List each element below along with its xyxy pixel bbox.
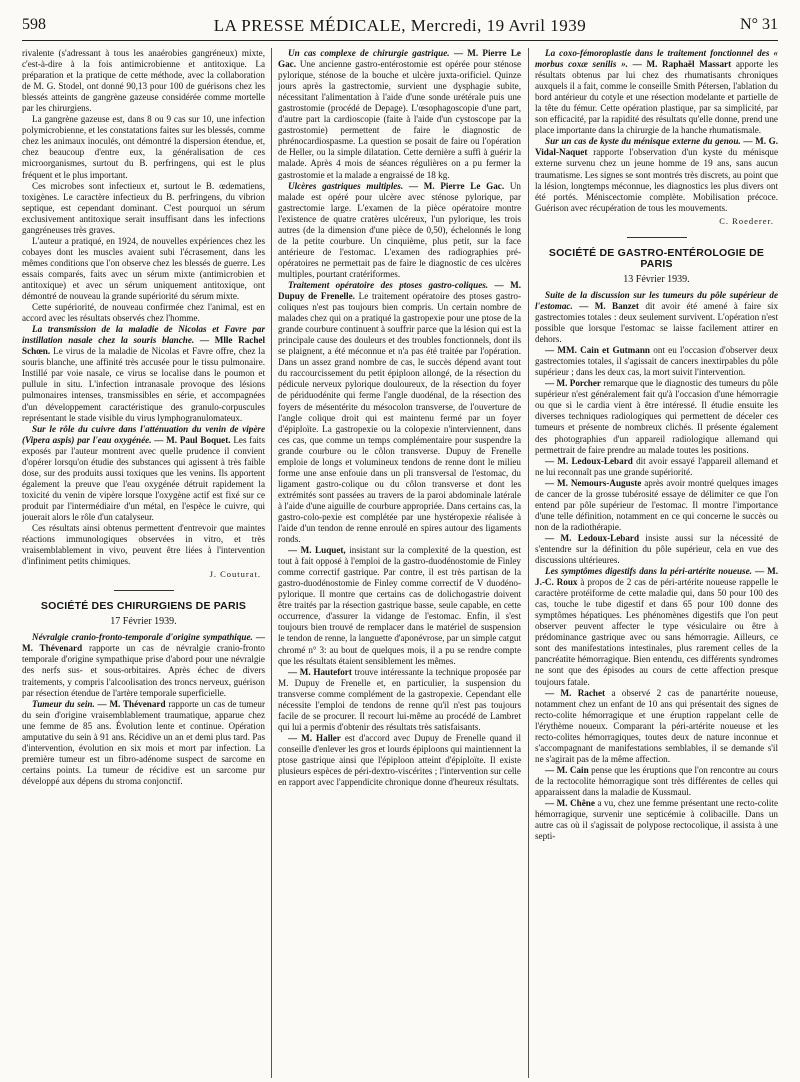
article-body: Un malade est opéré pour ulcère avec sténose pylorique, par gastrectomie large. L'examen de la pièce opératoire montre l'existence de quatre cratères ulcéreux, l'un pylorique, les trois autres (de la dimension d'une pièce de 0,50), échelonnés le long de la petite courbure. Un cinquième, plus petit, sur la face antérieure de l'estomac. L'examen des radiographies pré-opératoires ne permettait pas de faire le diagnostic de ces ulcères multiples, pourtant cratériformes.: [278, 180, 521, 279]
article-body: insistant sur la complexité de la question, est tout à fait opposé à l'emploi de la gastro-duodénostomie de Finley comme correctif gastrique. Par contre, il est très partisan de la gastro-duodénostomie de Finley comme correctif de V duodéno-pylorique. Il montre que certains cas de dolichogastrie doivent être traités par la résection gastrique basse, seule capable, en cette occurrence, d'assurer la vidange de l'estomac. Enfin, il s'est toujours bien trouvé de remplacer dans le matériel de suspension le tendon de renne, la languette d'aponévrose, par un simple catgut chromé n° 3: au bout de quelques mois, il a pu se rendre compte que les résultats étaient sensiblement les mêmes.: [278, 545, 521, 666]
paragraph: rivalente (s'adressant à tous les anaérobies gangréneux) mixte, c'est-à-dire à la fois antimicrobienne et antitoxique. La préparation et la pratique de cette méthode, avec la collaboration de M. G. Stodel, ont donné 90,13 pour 100 de guérisons chez les blessés atteints de gangrène gazeuse considérée comme mortelle par les chirurgiens.: [22, 48, 265, 114]
article-author: — M. Rachet: [545, 687, 606, 698]
article-title: La coxo-fémoroplastie dans le traitement fonctionnel des « morbus coxæ senilis ».: [535, 48, 778, 70]
article-body: rapporte un cas de tumeur du sein d'origine vraisemblablement traumatique, apparue chez une femme de 85 ans. Évolution lente et continue. Opération amputative du sein à 91 ans. Récidive un an et demi plus tard. Pas d'intervention, évolution en six mois et mort par infection. La première tumeur est un fibro-adénome suspect de sarcome en certains points. La tumeur de récidive est un sarcome pur développé aux dépens du stroma conjonctif.: [22, 698, 265, 786]
article-author: — M. Banzet: [579, 300, 639, 311]
article-body: après avoir montré quelques images de cancer de la grosse tubérosité essaye de délimiter ce que l'on entend par pôle supérieur de l'estomac. Il montre l'importance d'une telle définition, notamment en ce qui concerne le succès ou non de la radiothérapie.: [535, 477, 778, 532]
article: [22, 699, 265, 787]
article: [278, 181, 521, 280]
article: [278, 733, 521, 788]
column-2: [278, 48, 521, 1076]
article: [535, 566, 778, 688]
section-heading: SOCIÉTÉ DE GASTRO-ENTÉROLOGIE DE PARIS: [548, 246, 765, 270]
article-author: — M. Luquet,: [288, 545, 346, 556]
article: [535, 48, 778, 136]
article-body: trouve intéressante la technique proposée par M. Dupuy de Frenelle et, en particulier, la suspension du transverse comme complément de la gastropexie. Cependant elle nécessite l'emploi de tendons de renne qu'il n'est pas toujours facile de se procurer. Il recourt lui-même au procédé de Lambret qui lui a permis d'obtenir des résultats très satisfaisants.: [278, 666, 521, 732]
article-author: — M. Pierre Le Gac.: [408, 180, 505, 191]
paragraph: Ces résultats ainsi obtenus permettent d'entrevoir que maintes réactions immunologiques observées in vitro, et très vraisemblablement in vivo, peuvent être liées à l'intervention d'infiniment petits chimiques.: [22, 523, 265, 567]
separator: [114, 590, 174, 591]
article-author: — M. G. Vidal-Naquet: [535, 136, 778, 158]
article-title: La transmission de la maladie de Nicolas et Favre par instillation nasale chez la souris blanche.: [22, 324, 265, 346]
signature: J. Couturat.: [209, 569, 261, 580]
article-author: — M. Hautefort: [288, 666, 352, 677]
article-author: — M. Cain: [545, 764, 589, 775]
article-title: Sur le rôle du cuivre dans l'atténuation du venin de vipère (Vipera aspis) par l'eau oxygénée.: [22, 423, 265, 445]
article-author: — M. Paul Boquet.: [154, 434, 231, 445]
article-author: — M. Thévenard: [97, 698, 166, 709]
article-body: Les faits exposés par l'auteur montrent avec quelle prudence il convient d'opérer lorsqu'on étudie des substances qui agissent à très faible dose, sur des produits aussi toxiques que les venins. Ils apportent également la preuve que l'eau oxygénée détruit rapidement la toxicité du venin de vipère lorsque l'oxygène actif est fixé sur ce produit par l'intermédiaire d'un métal, en l'espèce le cuivre, qui jouerait alors le rôle d'un catalyseur.: [22, 434, 265, 522]
article: [535, 136, 778, 213]
article: [535, 533, 778, 566]
article: [278, 48, 521, 181]
article-author: — M. Thévenard: [22, 632, 265, 654]
article-author: — M. Dupuy de Frenelle.: [278, 279, 521, 302]
article-title: Les symptômes digestifs dans la péri-artérite noueuse.: [545, 566, 752, 577]
article-author: — M. Raphaël Massart: [632, 59, 732, 70]
paragraph: La gangrène gazeuse est, dans 8 ou 9 cas sur 10, une infection polymicrobienne, et les constatations faites sur les blessés, comme chez les animaux inoculés, ont démontré la dispersion étendue, et, chez beaucoup d'entre eux, la généralisation de ces microorganismes, surtout du B. perfringens, qui est le plus fréquent et le plus important.: [22, 114, 265, 180]
article-body: dit avoir été amené à faire six gastrectomies totales : deux seulement survivent. L'opération n'est possible que lorsque l'estomac se laisse facilement attirer en dehors.: [535, 300, 778, 345]
article: [535, 478, 778, 533]
article-body: à propos de 2 cas de péri-artérite noueuse rappelle le caractère protéiforme de cette maladie qui, dans 50 pour 100 des cas, touche le tube digestif et dans 65 pour 100 donne des symptômes hépatiques. Les phénomènes digestifs que l'on peut observer peuvent affecter le type vésiculaire ou être à prédominance gastrique avec ou sans hémorragie. Ailleurs, ce sont des manifestations intestinales, plus rarement celles de la pancréatite hémorragique. Bien entendu, ces différents syndromes ne sont que des épisodes au cours de cette affection presque toujours fatale.: [535, 577, 778, 687]
issue-number: N° 31: [740, 16, 778, 33]
article: [22, 424, 265, 523]
article: [535, 290, 778, 345]
article-body: insiste aussi sur la nécessité de s'entendre sur la définition du pôle supérieur, cela en vue des discussions ultérieures.: [535, 532, 778, 566]
paragraph: Cette supériorité, de nouveau confirmée chez l'animal, est en accord avec les résultats observés chez l'homme.: [22, 302, 265, 324]
article-body: remarque que le diagnostic des tumeurs du pôle supérieur n'est généralement fait qu'à l'occasion d'une hémorragie ou que si le cardia vient à être intéressé. Il étudie ensuite les diverses techniques radiologiques qui permettent de déceler ces tumeurs et présente de nombreux clichés. Il présente également des photographies d'un appareil radiologique allemand qui permettrait de faire prendre au malade toutes les positions.: [535, 378, 778, 455]
separator: [627, 237, 687, 238]
article-title: Sur un cas de kyste du ménisque externe du genou.: [545, 136, 741, 147]
article-author: — M. J.-C. Roux: [535, 566, 778, 588]
article-author: — M. Porcher: [545, 378, 601, 389]
column-3: [535, 48, 778, 1076]
article: [278, 667, 521, 733]
section-date: 17 Février 1939.: [110, 616, 177, 628]
article: [535, 345, 778, 378]
article-body: rapporte un cas de névralgie cranio-fronto temporale d'origine sympathique prise d'abord pour une névralgie des nerfs sus- et sous-orbitaires. Après échec de divers traitements, y compris l'alcoolisation des troncs nerveux, guérison par résection étendue de l'artère temporale superficielle.: [22, 643, 265, 698]
article-author: — M. Pierre Le Gac.: [278, 48, 521, 70]
article-title: Traitement opératoire des ptoses gastro-coliques.: [288, 279, 489, 290]
article-body: dit avoir essayé l'appareil allemand et ne lui reconnaît pas une grande supériorité.: [535, 455, 778, 477]
article-title: Un cas complexe de chirurgie gastrique.: [288, 48, 450, 58]
signature: C. Roederer.: [719, 215, 774, 226]
article-title: Ulcères gastriques multiples.: [288, 180, 404, 191]
article: [278, 280, 521, 545]
paragraph: Ces microbes sont infectieux et, surtout le B. œdematiens, toxigènes. Le caractère infectieux du B. perfringens, du vibrion septique, est cependant dominant. C'est pourquoi un sérum exclusivement antitoxique serait insuffisant dans les infections gangréneuses très graves.: [22, 180, 265, 235]
journal-title: LA PRESSE MÉDICALE, Mercredi, 19 Avril 1939: [213, 16, 587, 35]
section-date: 13 Février 1939.: [623, 273, 690, 285]
article-body: Une ancienne gastro-entérostomie est opérée pour sténose pylorique, sténose de la bouche et ulcère juxta-orificiel. Quinze jours après la gastrectomie, survient une dysphagie subite, nécessitant l'alimentation à l'aide d'une sonde urétérale puis une gastrostomie (procédé de Depage). L'œsophagoscopie d'une part, d'autre part la cardioscopie (faite à l'aide d'un cystoscope par la gastrostomie) permettent de faire le diagnostic de phrénocardiospasme. La question se posait de faire ou l'opération de Heller, ou la simple dilatation. Cette dernière a suffi à guérir la malade. Après 4 mois de séances régulières on a pu fermer la gastrostomie et la malade a engraissé de 18 kg.: [278, 59, 521, 180]
article-author: — M. Nemours-Auguste: [545, 477, 642, 488]
paragraph: L'auteur a pratiqué, en 1924, de nouvelles expériences chez les cobayes dont les muscles avaient subi l'écrasement, dans les mêmes conditions que l'on observe chez les blessés de guerre. Les essais comparés, faits avec un sérum mixte (antimicrobien et antitoxique) et avec un sérum uniquement antitoxique, ont démontré de nouveau la grande supériorité du sérum mixte.: [22, 235, 265, 302]
article-title: Névralgie cranio-fronto-temporale d'origine sympathique.: [32, 632, 253, 643]
article-body: a observé 2 cas de panartérite noueuse, notamment chez un enfant de 10 ans qui présentait des signes de recto-colite hémorragique et une éruption rappelant celle de l'érythème noueux. Comparant la péri-artérite noueuse et les recto-colites hémorragiques, toutes deux de nature inconnue et s'accompagnant de manifestations semblables, il se demande s'il ne s'agirait pas de la même affection.: [535, 687, 778, 764]
article-author: — Mlle Rachel Schœn.: [22, 335, 265, 357]
article: [535, 765, 778, 798]
article-author: — M. Haller: [288, 732, 341, 743]
article-title: Tumeur du sein.: [32, 698, 95, 709]
article-author: — M. Chêne: [545, 798, 595, 809]
article: [535, 378, 778, 455]
article-author: — M. Ledoux-Lebard: [545, 455, 633, 466]
article: [22, 324, 265, 423]
article-title: Suite de la discussion sur les tumeurs du pôle supérieur de l'estomac.: [535, 289, 778, 311]
article: [535, 456, 778, 478]
article-body: apporte les résultats obtenus par lui chez des rhumatisants chroniques auxquels il a fait, comme le conseille Smith Pétersen, l'ablation du bord antérieur du cotyle et une résection modelante et partielle de la tête du fémur. Cette opération plastique, par sa simplicité, par son efficacité, par la rapidité des résultats qu'elle donne, prend une place importante dans la chirurgie de la hanche rhumatismale.: [535, 59, 778, 136]
article-body: rapporte l'observation d'un kyste du ménisque externe survenu chez un jeune homme de 19 ans, sans aucun traumatisme. Les signes se sont montrés très discrets, au point que la lésion, longtemps méconnue, les diagnostics les plus divers ont été portés. Méniscectomie complète. Mobilisation précoce. Guérison avec récupération de tous les mouvements.: [535, 147, 778, 213]
page-header: [22, 14, 778, 41]
article-body: Le virus de la maladie de Nicolas et Favre offre, chez la souris blanche, une affinité très accusée pour le tissu pulmonaire. Instillé par voie nasale, ce virus se localise dans le poumon et pullule in situ. L'infection intranasale provoque des lésions pulmonaires intenses, transmissibles en série, et accompagnées d'un développement caractéristique des granulo-corpuscules représentant le stade visible du virus lymphogranulomateux.: [22, 346, 265, 423]
article-body: est d'accord avec Dupuy de Frenelle quand il conseille d'enlever les gros et lourds épiploons qui maintiennent la ptose gastrique ainsi que l'épiploon atteint d'épiploïte. Il existe plusieurs espèces de péri-dextro-viscérites ; l'intervention sur celle en rapport avec l'appendicite chronique donne d'heureux résultats.: [278, 732, 521, 788]
article: [535, 798, 778, 842]
article-author: — MM. Cain et Gutmann: [545, 345, 651, 356]
article-body: ont eu l'occasion d'observer deux gastrectomies totales, il s'agissait de cancers inextirpables du pôle supérieur ; dans les deux cas, la mort suivit l'intervention.: [535, 345, 778, 378]
article-body: pense que les éruptions que l'on rencontre au cours de la rectocolite hémorragique sont très différentes de celles qui apparaissent dans la maladie de Kussmaul.: [535, 764, 778, 797]
article-author: — M. Ledoux-Lebard: [545, 532, 640, 543]
section-heading: SOCIÉTÉ DES CHIRURGIENS DE PARIS: [40, 600, 247, 613]
article-body: a vu, chez une femme présentant une recto-colite hémorragique, survenir une septicémie à colibacille. Dans un autre cas où il s'agissait de polypose rectocolique, il assista à une septi-: [535, 798, 778, 842]
page-number: 598: [22, 16, 46, 33]
column-1: [22, 48, 265, 1076]
article-body: Le traitement opératoire des ptoses gastro-coliques n'est pas toujours bien compris. Un certain nombre de malades chez qui on a pratiqué la gastropexie pour une ptose de la grande courbure continuent à souffrir parce que la lésion qui est la principale cause des douleurs et des troubles fonctionnels, dont ils se plaignent, a été méconnue et n'a pas été traitée par l'opération. Dans un assez grand nombre de cas, le succès dépend avant tout du raccourcissement du petit épiploon allongé, de la résection du pédicule nerveux pylorique douloureux, de la résection du foyer de périduodénite qui ferme l'angle duodénal, de la résection des foyers de mésentérite du mésocolon transverse, de l'ouverture de l'angle colique droit qui est maintenu fermé par un foyer d'épiploïte. La gastropexie ou la colopexie n'interviennent, dans ces cas, que comme un temps complémentaire pour suspendre la grande courbure ou le côlon transverse. Dupuy de Frenelle emploie de longs et volumineux tendons de renne dont le milieu forme une anse enfouie dans un pli transversal de l'estomac, du ligament gastro-colique ou du côlon transverse et dont les extrémités sont passées au travers de la paroi abdominale latérale à l'aide d'une aiguille de courbure appropriée. Dans certains cas, la gastro-colo-pexie est complétée par une hystéropexie réalisée à l'aide d'un tendon de renne enroulé en spires autour des ligaments ronds.: [278, 291, 521, 545]
column-divider: [528, 48, 529, 1078]
article: [535, 688, 778, 765]
article: [278, 545, 521, 667]
article: [22, 632, 265, 698]
column-divider: [271, 48, 272, 1078]
